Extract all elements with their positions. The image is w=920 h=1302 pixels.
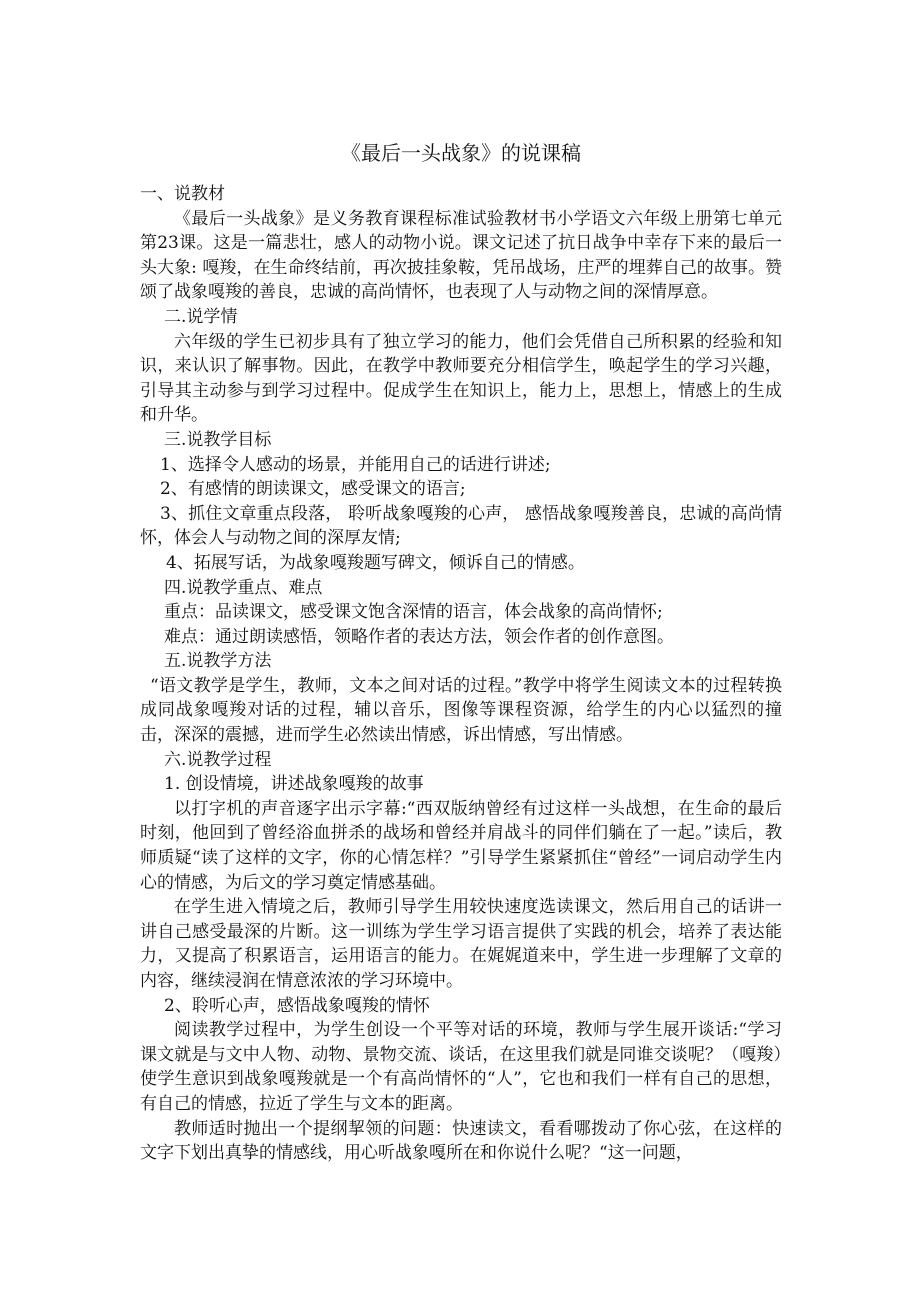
page-title: 《最后一头战象》的说课稿 (341, 141, 581, 165)
key-point: 重点：品读课文，感受课文饱含深情的语言，体会战象的高尚情怀; (164, 602, 663, 623)
paragraph-methods: “语文教学是学生，教师，文本之间对话的过程。”教学中将学生阅读文本的过程转换成同战象嘎羧对话的过程，辅以音乐，图像等课程资源，给学生的内心以猛烈的撞击，深深的震撼，进而学生必然读出情感，诉出情感，写出情感。 (140, 675, 782, 746)
section-heading-objectives: 三.说教学目标 (164, 429, 272, 450)
section-heading-key-points: 四.说教学重点、难点 (164, 577, 323, 598)
process-step-2: 2、聆听心声，感悟战象嘎羧的情怀 (164, 995, 430, 1016)
objective-item: 1、选择令人感动的场景，并能用自己的话进行讲述; (160, 454, 551, 475)
paragraph-learners: 六年级的学生已初步具有了独立学习的能力，他们会凭借自己所积累的经验和知识，来认识了解事物。因此，在教学中教师要充分相信学生，唤起学生的学习兴趣，引导其主动参与到学习过程中。促成学生在知识上，能力上，思想上，情感上的生成和升华。 (140, 331, 782, 426)
process-step-1: 1. 创设情境，讲述战象嘎羧的故事 (164, 774, 424, 795)
paragraph-textbook: 《最后一头战象》是义务教育课程标准试验教材书小学语文六年级上册第七单元第23课。这是一篇悲壮，感人的动物小说。课文记述了抗日战争中幸存下来的最后一头大象: 嘎羧，在生命终结前，再次披挂象鞍，凭吊战场，庄严的埋葬自己的故事。赞颂了战象嘎羧的善良，忠诚的高尚情怀，也表现了人与动物之间的深情厚意。 (140, 208, 782, 303)
paragraph-process-4: 教师适时抛出一个提纲挈领的问题：快速读文，看看哪拨动了你心弦，在这样的文字下划出真挚的情感线，用心听战象嘎所在和你说什么呢？“这一问题， (140, 1118, 782, 1164)
objective-item: 2、有感情的朗读课文，感受课文的语言; (160, 479, 466, 500)
difficult-point: 难点：通过朗读感悟，领略作者的表达方法，领会作者的创作意图。 (164, 626, 674, 647)
paragraph-process-1: 以打字机的声音逐字出示字幕:“西双版纳曾经有过这样一头战想，在生命的最后时刻，他回到了曾经浴血拼杀的战场和曾经并肩战斗的同伴们躺在了一起。”读后，教师质疑“读了这样的文字，你的心情怎样？”引导学生紧紧抓住“曾经”一词启动学生内心的情感，为后文的学习奠定情感基础。 (140, 798, 782, 893)
document-page (140, 138, 782, 1166)
section-heading-textbook: 一、说教材 (140, 184, 225, 204)
objective-item: 3、抓住文章重点段落， 聆听战象嘎羧的心声， 感悟战象嘎羧善良，忠诚的高尚情怀，体会人与动物之间的深厚友情; (140, 503, 782, 549)
section-heading-methods: 五.说教学方法 (164, 651, 272, 672)
paragraph-process-3: 阅读教学过程中，为学生创设一个平等对话的环境，教师与学生展开谈话:“学习课文就是与文中人物、动物、景物交流、谈话，在这里我们就是同谁交谈呢？（嘎羧）使学生意识到战象嘎羧就是一个有高尚情怀的“人”，它也和我们一样有自己的思想，有自己的情感，拉近了学生与文本的距离。 (140, 1020, 782, 1114)
paragraph-process-2: 在学生进入情境之后，教师引导学生用较快速度选读课文，然后用自己的话讲一讲自己感受最深的片断。这一训练为学生学习语言提供了实践的机会，培养了表达能力，又提高了积累语言，运用语言的能力。在娓娓道来中，学生进一步理解了文章的内容，继续浸润在情意浓浓的学习环境中。 (140, 897, 782, 991)
objective-item: 4、拓展写话，为战象嘎羧题写碑文，倾诉自己的情感。 (166, 552, 585, 573)
section-heading-learners: 二.说学情 (164, 306, 238, 327)
section-heading-process: 六.说教学过程 (164, 749, 272, 770)
